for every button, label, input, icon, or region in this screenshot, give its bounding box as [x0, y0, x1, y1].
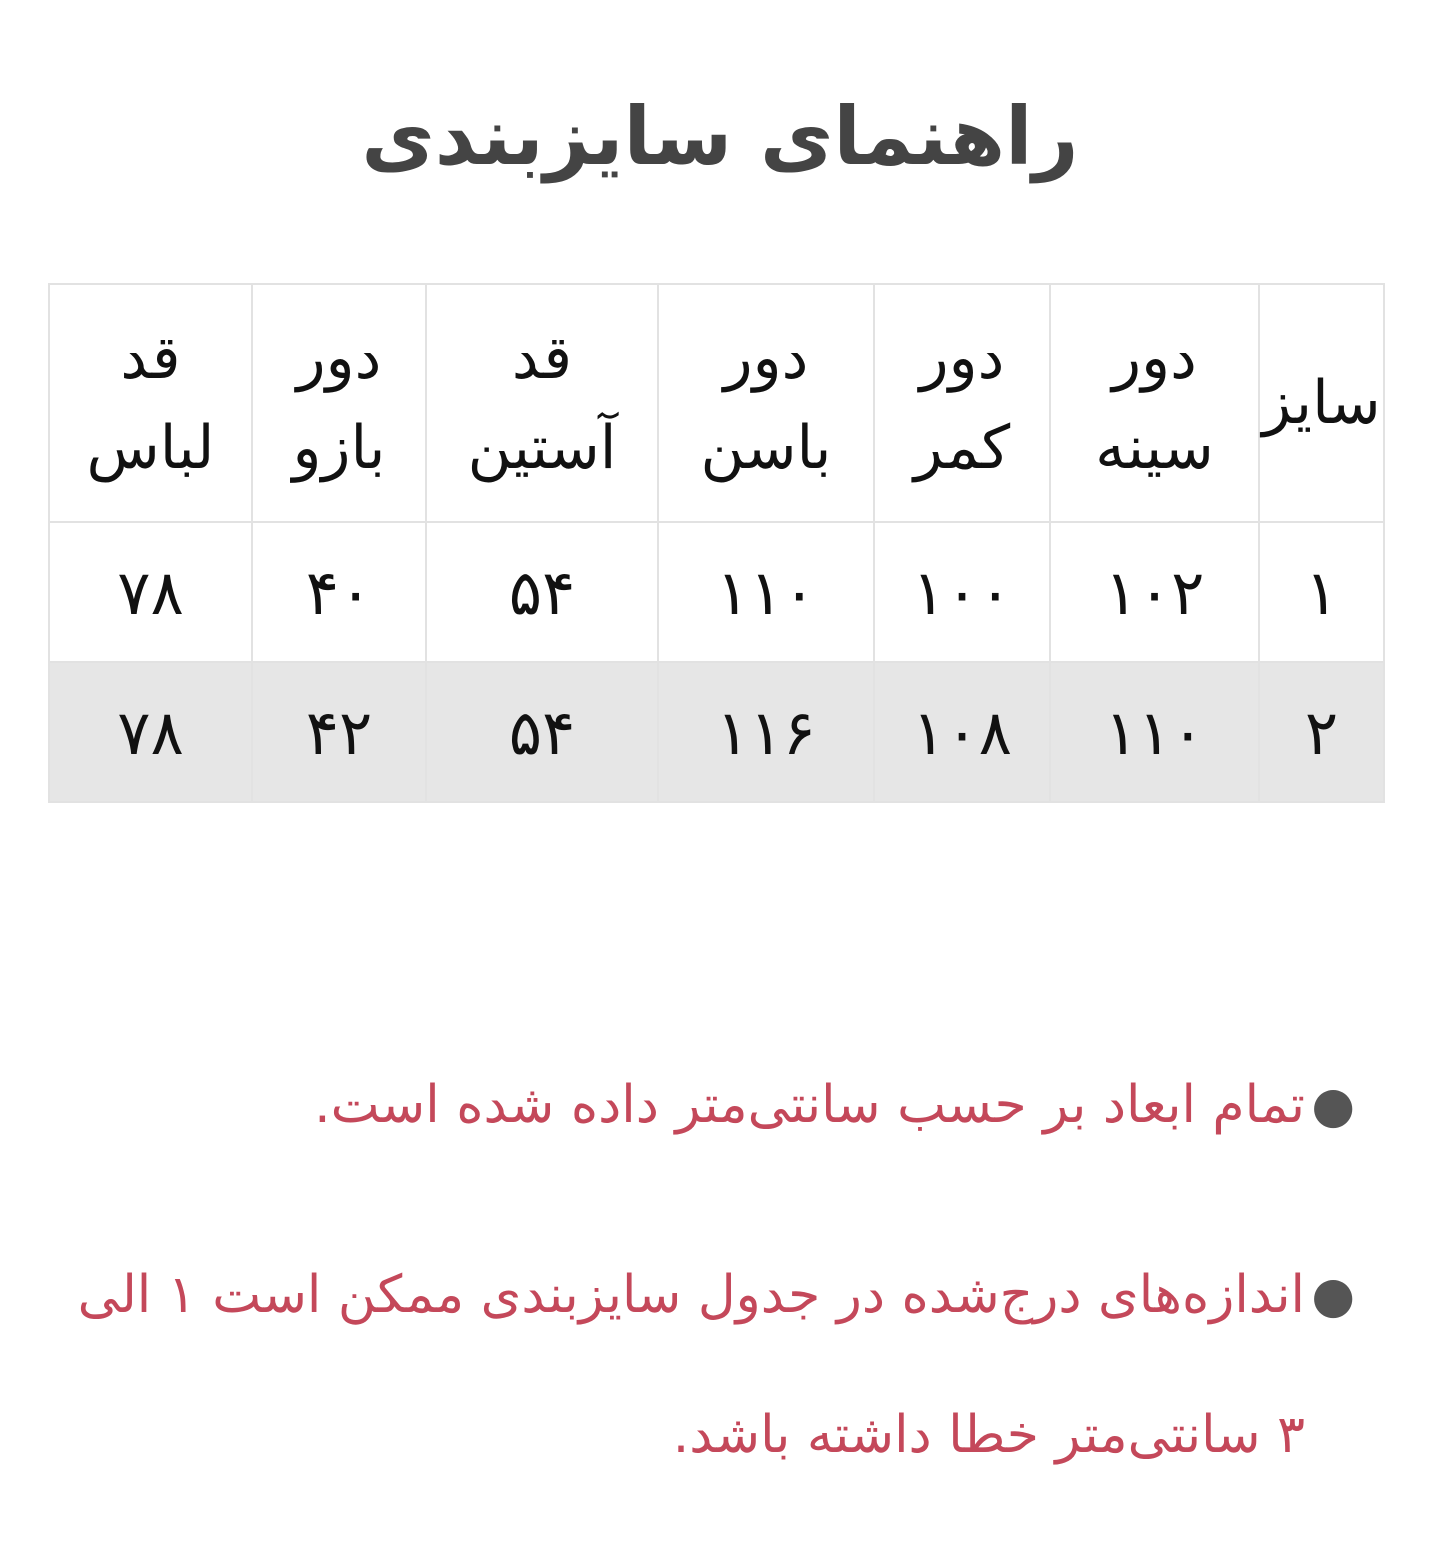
cell-sleeve-length: ۵۴ — [426, 522, 658, 662]
table-row — [49, 662, 1384, 802]
header-hip — [658, 284, 874, 522]
header-sleeve-length — [426, 284, 658, 522]
header-chest — [1050, 284, 1259, 522]
header-waist-line1: دور — [919, 323, 1005, 393]
notes-list — [40, 1035, 1355, 1555]
cell-arm: ۴۰ — [252, 522, 426, 662]
bullet-icon: ● — [1311, 1076, 1355, 1134]
header-size — [1259, 284, 1384, 522]
cell-sleeve-length: ۵۴ — [426, 662, 658, 802]
cell-hip: ۱۱۶ — [658, 662, 874, 802]
cell-hip: ۱۱۰ — [658, 522, 874, 662]
header-chest-line1: دور — [1112, 323, 1197, 393]
cell-garment-length: ۷۸ — [49, 662, 252, 802]
page-title: راهنمای سایزبندی — [361, 90, 1079, 183]
cell-size: ۲ — [1259, 662, 1384, 802]
table-header-row — [49, 284, 1384, 522]
cell-arm: ۴۲ — [252, 662, 426, 802]
header-hip-line2: باسن — [700, 413, 832, 483]
size-guide-table — [48, 283, 1385, 803]
header-chest-line2: سینه — [1095, 413, 1214, 483]
header-size-label: سایز — [1262, 368, 1381, 438]
header-garment-length — [49, 284, 252, 522]
table-row — [49, 522, 1384, 662]
header-waist-line2: کمر — [913, 413, 1011, 483]
header-garment-length-line2: لباس — [86, 413, 215, 483]
header-arm-line2: بازو — [292, 413, 386, 483]
header-sleeve-length-line2: آستین — [467, 413, 617, 483]
header-arm — [252, 284, 426, 522]
cell-garment-length: ۷۸ — [49, 522, 252, 662]
note-item — [40, 1035, 1355, 1175]
header-arm-line1: دور — [296, 323, 382, 393]
cell-waist: ۱۰۸ — [874, 662, 1050, 802]
cell-chest: ۱۰۲ — [1050, 522, 1259, 662]
header-sleeve-length-line1: قد — [511, 323, 573, 393]
header-hip-line1: دور — [723, 323, 809, 393]
note-item — [40, 1225, 1355, 1505]
bullet-icon: ● — [1311, 1266, 1355, 1324]
note-text: تمام ابعاد بر حسب سانتی‌متر داده شده است. — [314, 1075, 1305, 1135]
cell-size: ۱ — [1259, 522, 1384, 662]
note-text: اندازه‌های درج‌شده در جدول سایزبندی ممکن است ۱ الی ۳ سانتی‌متر خطا داشته باشد. — [77, 1265, 1305, 1465]
header-garment-length-line1: قد — [120, 323, 181, 393]
cell-waist: ۱۰۰ — [874, 522, 1050, 662]
cell-chest: ۱۱۰ — [1050, 662, 1259, 802]
header-waist — [874, 284, 1050, 522]
